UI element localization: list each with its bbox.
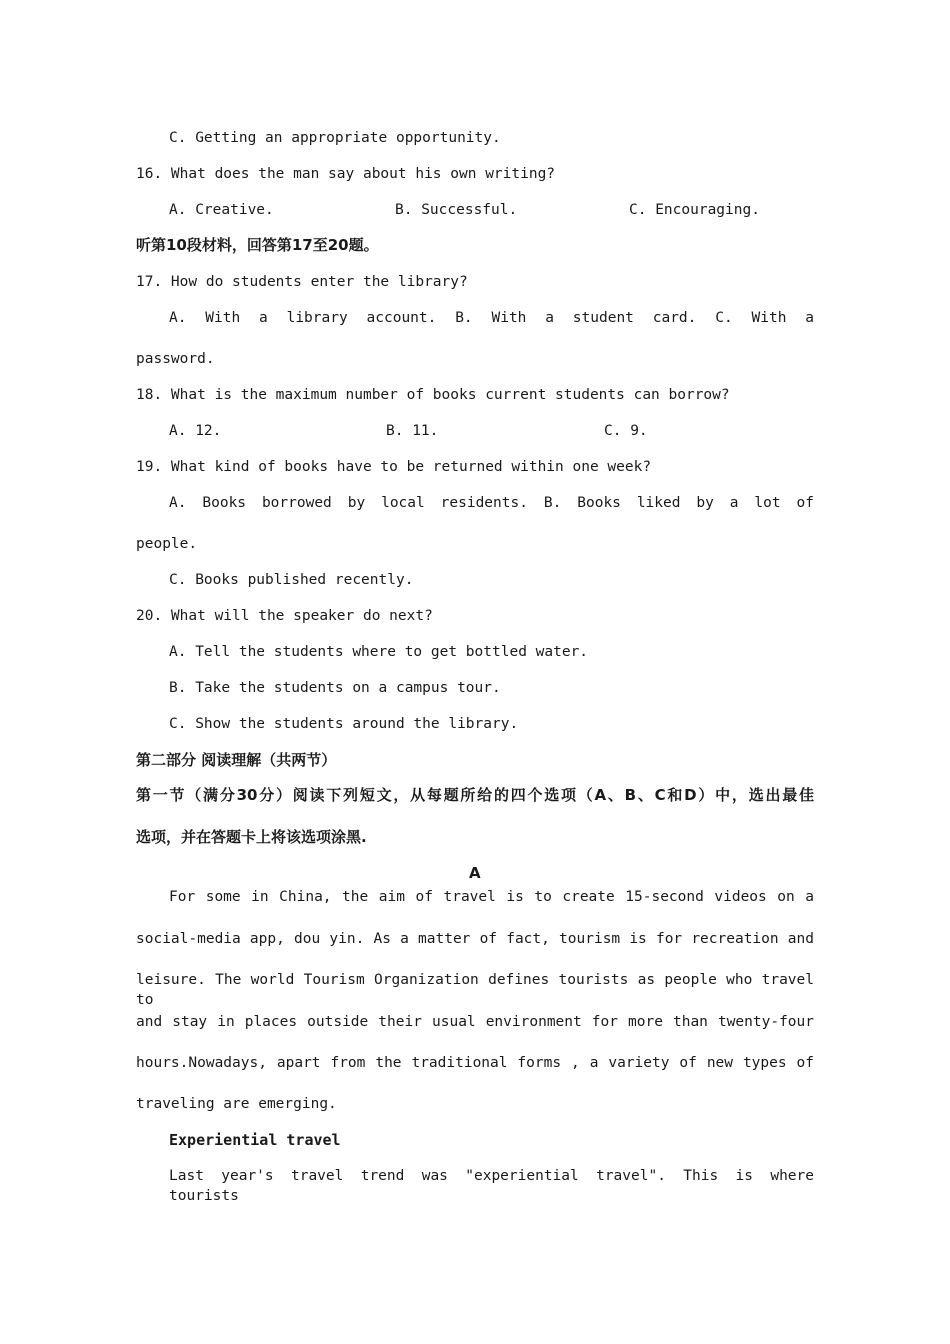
- passage-a-heading: A: [469, 864, 481, 882]
- q20-option-a: A. Tell the students where to get bottled water.: [169, 644, 589, 660]
- q16-option-c: C. Encouraging.: [629, 202, 760, 218]
- q16-option-a: A. Creative.: [169, 202, 274, 218]
- q18-option-c: C. 9.: [604, 423, 648, 439]
- q16-option-b: B. Successful.: [395, 202, 518, 218]
- q19-continuation: people.: [136, 536, 198, 552]
- passage-a-line-5: hours.Nowadays, apart from the traditional forms , a variety of new types of: [136, 1055, 814, 1071]
- passage-a-line-1: For some in China, the aim of travel is to create 15-second videos on a: [169, 889, 814, 905]
- passage-a-line-3: leisure. The world Tourism Organization defines tourists as people who travel to: [136, 972, 814, 1008]
- q17-options-line: A. With a library account. B. With a student card. C. With a: [169, 310, 814, 326]
- q15-option-c: C. Getting an appropriate opportunity.: [169, 130, 501, 146]
- section-10-instruction: 听第10段材料，回答第17至20题。: [136, 236, 379, 254]
- part2-instruction-line2: 选项，并在答题卡上将该选项涂黑.: [136, 828, 367, 846]
- part2-instruction-line1: 第一节（满分30分）阅读下列短文，从每题所给的四个选项（A、B、C和D）中，选出最佳: [136, 786, 814, 804]
- q17-stem: 17. How do students enter the library?: [136, 274, 468, 290]
- passage-a-line-2: social-media app, dou yin. As a matter of fact, tourism is for recreation and: [136, 931, 814, 947]
- q19-options-line: A. Books borrowed by local residents. B. Books liked by a lot of: [169, 495, 814, 511]
- q19-option-c: C. Books published recently.: [169, 572, 414, 588]
- q18-stem: 18. What is the maximum number of books current students can borrow?: [136, 387, 730, 403]
- part2-title: 第二部分 阅读理解（共两节）: [136, 751, 337, 769]
- q18-option-b: B. 11.: [386, 423, 439, 439]
- q20-stem: 20. What will the speaker do next?: [136, 608, 433, 624]
- q20-option-c: C. Show the students around the library.: [169, 716, 519, 732]
- q19-stem: 19. What kind of books have to be returned within one week?: [136, 459, 652, 475]
- q17-continuation: password.: [136, 351, 215, 367]
- q18-option-a: A. 12.: [169, 423, 222, 439]
- passage-a-subheading: Experiential travel: [169, 1131, 341, 1149]
- q16-stem: 16. What does the man say about his own writing?: [136, 166, 556, 182]
- passage-a-line-4: and stay in places outside their usual environment for more than twenty-four: [136, 1014, 814, 1030]
- passage-a-last-line: Last year's travel trend was "experiential travel". This is where tourists: [169, 1168, 814, 1204]
- passage-a-line-6: traveling are emerging.: [136, 1096, 337, 1112]
- q20-option-b: B. Take the students on a campus tour.: [169, 680, 501, 696]
